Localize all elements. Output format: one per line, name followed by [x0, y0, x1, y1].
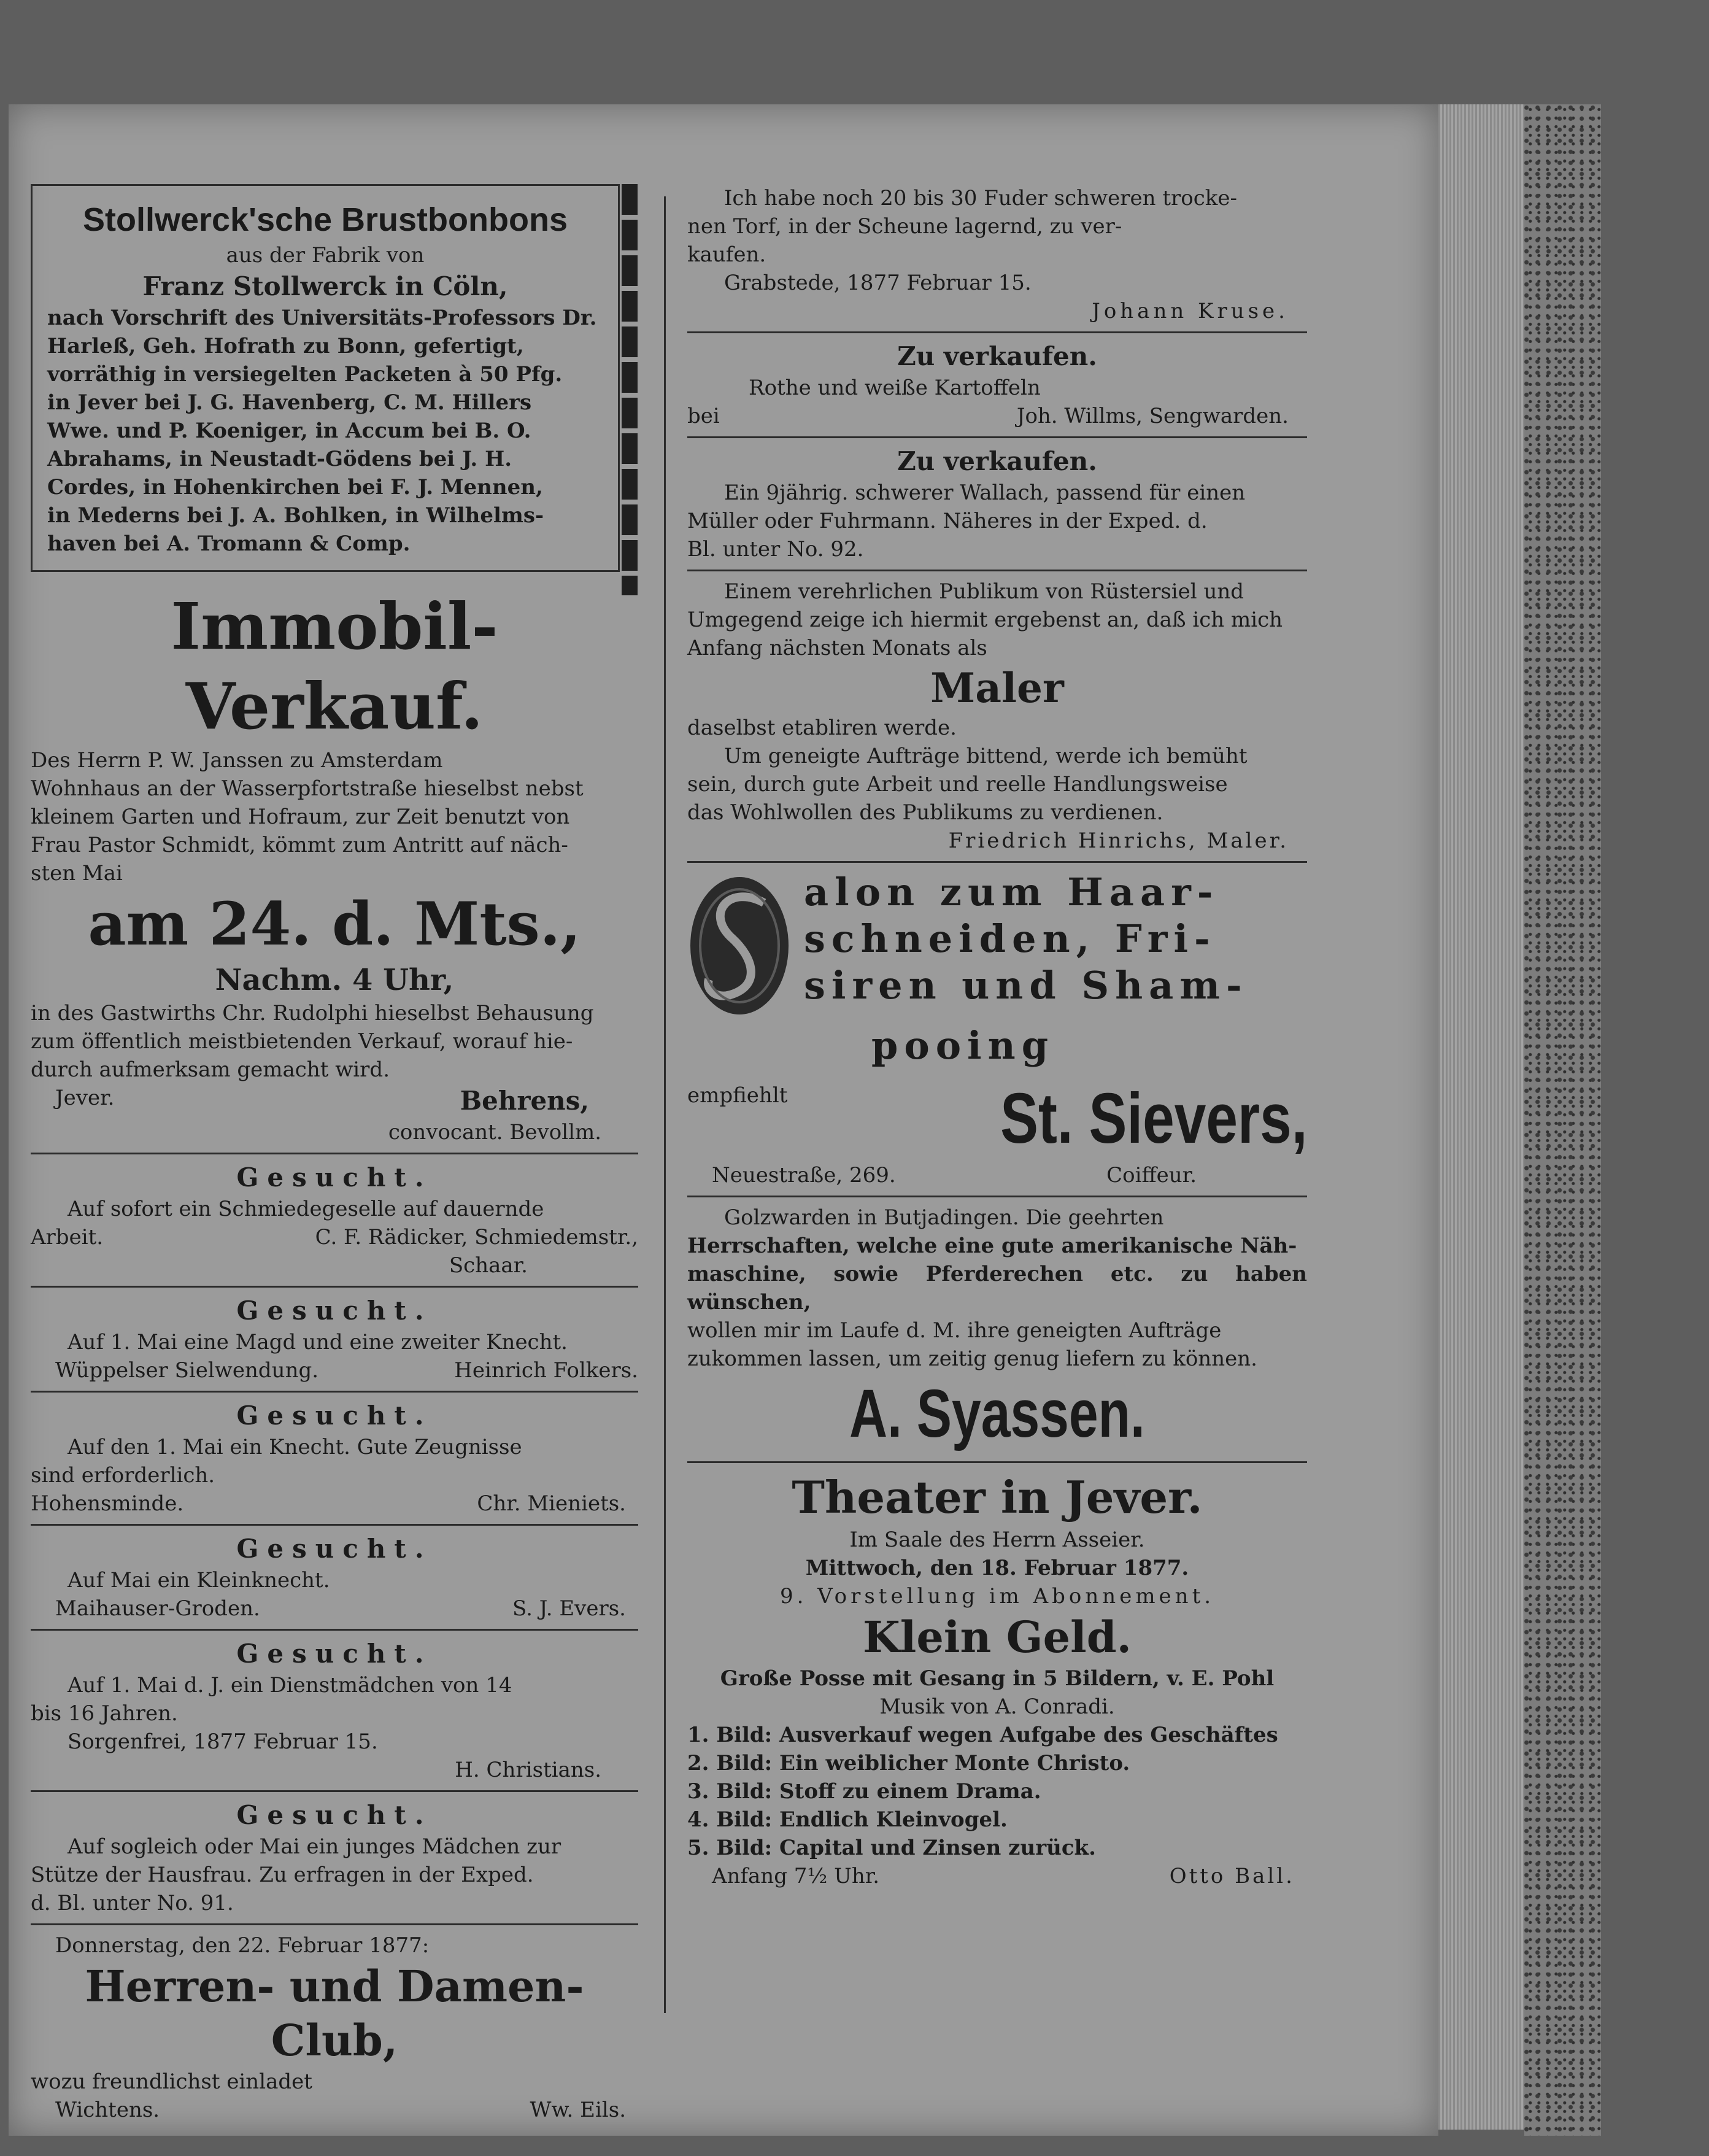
stollwerck-line: in Mederns bei J. A. Bohlken, in Wilhelms- [47, 503, 544, 528]
wallach-line: Ein 9jährig. schwerer Wallach, passend für einen [724, 481, 1246, 505]
theater-scene: 2. Bild: Ein weiblicher Monte Christo. [687, 1751, 1130, 1775]
gesucht-line: Auf sofort ein Schmiedegeselle auf dauernde [68, 1197, 544, 1221]
club-invite: wozu freundlichst einladet [31, 2069, 312, 2094]
immobil-place: Jever. [55, 1086, 115, 1110]
wallach-ad [687, 444, 1307, 563]
gesucht-line: Auf den 1. Mai ein Knecht. Gute Zeugnisse [68, 1435, 522, 1459]
maler-line: daselbst etabliren werde. [687, 716, 957, 740]
gesucht-line: Stütze der Hausfrau. Zu erfragen in der Exped. [31, 1863, 534, 1887]
gesucht-left: Arbeit. [31, 1225, 104, 1250]
salon-empfiehlt: empfiehlt [687, 1083, 788, 1108]
gesucht-heading: Gesucht. [236, 1639, 433, 1669]
theater-start: Anfang 7½ Uhr. [712, 1864, 880, 1888]
gesucht-ad [31, 1798, 638, 1917]
torf-line: nen Torf, in der Scheune lagernd, zu ver- [687, 214, 1122, 239]
divider [31, 1153, 638, 1154]
gesucht-line: Sorgenfrei, 1877 Februar 15. [68, 1729, 378, 1754]
club-title: Herren- und Damen-Club, [85, 1961, 584, 2066]
salon-title-line: siren und Sham- [804, 963, 1248, 1008]
stollwerck-line: aus der Fabrik von [226, 243, 425, 268]
stollwerck-line: Abrahams, in Neustadt-Gödens bei J. H. [47, 447, 512, 471]
club-left: Wichtens. [55, 2098, 160, 2122]
wallach-line: Bl. unter No. 92. [687, 537, 864, 562]
gesucht-line: Auf 1. Mai eine Magd und eine zweiter Knecht. [68, 1330, 568, 1354]
divider [687, 1196, 1307, 1197]
immobil-body-line: kleinem Garten und Hofraum, zur Zeit benutzt von [31, 805, 570, 829]
maler-title: Maler [930, 664, 1064, 712]
wallach-line: Müller oder Fuhrmann. Näheres in der Exped. d. [687, 509, 1208, 533]
immobil-date: am 24. d. Mts., [88, 889, 581, 959]
theater-scene: 1. Bild: Ausverkauf wegen Aufgabe des Geschäftes [687, 1723, 1278, 1747]
dropcap-s-ornament [687, 869, 792, 1022]
theater-signer: Otto Ball. [1169, 1864, 1295, 1888]
gesucht-right: Heinrich Folkers. [454, 1358, 638, 1383]
gesucht-heading: Gesucht. [236, 1534, 433, 1564]
salon-ad [687, 869, 1307, 1189]
gesucht-line: bis 16 Jahren. [31, 1701, 178, 1726]
gesucht-ad [31, 1532, 638, 1623]
gesucht-extra: Schaar. [449, 1253, 528, 1278]
divider [687, 1461, 1307, 1463]
theater-ad [687, 1469, 1307, 1890]
gesucht-left: Hohensminde. [31, 1491, 184, 1516]
immobil-body-line: sten Mai [31, 861, 123, 886]
immobil-ad [31, 587, 638, 1146]
immobil-body-line: durch aufmerksam gemacht wird. [31, 1057, 390, 1082]
divider [687, 436, 1307, 438]
book-spine [1524, 104, 1601, 2136]
gesucht-ad [31, 1637, 638, 1784]
right-column [687, 184, 1307, 1890]
gesucht-heading: Gesucht. [236, 1296, 433, 1326]
kartoffeln-heading: Zu verkaufen. [897, 341, 1097, 371]
divider [31, 1524, 638, 1526]
immobil-body-line: Des Herrn P. W. Janssen zu Amsterdam [31, 748, 443, 773]
salon-address: Neuestraße, 269. [712, 1163, 896, 1188]
maler-line: das Wohlwollen des Publikums zu verdienen. [687, 800, 1163, 825]
gesucht-ad [31, 1399, 638, 1518]
gesucht-ad [31, 1161, 638, 1280]
gesucht-right: H. Christians. [455, 1758, 601, 1782]
theater-sub: Musik von A. Conradi. [879, 1694, 1115, 1719]
stollwerck-line: Franz Stollwerck in Cöln, [142, 271, 508, 301]
stollwerck-line: in Jever bei J. G. Havenberg, C. M. Hillers [47, 390, 532, 415]
theater-scene: 5. Bild: Capital und Zinsen zurück. [687, 1836, 1096, 1860]
syassen-line: zukommen lassen, um zeitig genug liefern zu können. [687, 1347, 1257, 1371]
theater-line: 9. Vorstellung im Abonnement. [779, 1584, 1215, 1609]
gesucht-line: Auf 1. Mai d. J. ein Dienstmädchen von 14 [68, 1673, 512, 1698]
gesucht-line: Auf sogleich oder Mai ein junges Mädchen zur [68, 1834, 561, 1859]
immobil-body-line: zum öffentlich meistbietenden Verkauf, worauf hie- [31, 1029, 573, 1054]
theater-play: Klein Geld. [862, 1612, 1132, 1663]
gesucht-right: Chr. Mieniets. [477, 1491, 626, 1516]
stollwerck-line: Cordes, in Hohenkirchen bei F. J. Mennen, [47, 475, 543, 500]
club-ad [31, 1931, 638, 2124]
immobil-signer-title: convocant. Bevollm. [388, 1120, 601, 1145]
maler-line: Um geneigte Aufträge bittend, werde ich bemüht [724, 744, 1248, 768]
stollwerck-line: vorräthig in versiegelten Packeten à 50 Pfg. [47, 362, 563, 387]
syassen-name: A. Syassen. [849, 1376, 1145, 1451]
salon-title-line: pooing [871, 1023, 1055, 1068]
torf-line: Ich habe noch 20 bis 30 Fuder schweren trocke- [724, 186, 1237, 211]
syassen-line: wollen mir im Laufe d. M. ihre geneigten Aufträge [687, 1318, 1222, 1343]
theater-scene: 4. Bild: Endlich Kleinvogel. [687, 1807, 1008, 1832]
gesucht-right: C. F. Rädicker, Schmiedemstr., [315, 1225, 638, 1250]
torf-signer: Johann Kruse. [1092, 299, 1289, 323]
salon-profession: Coiffeur. [1106, 1163, 1197, 1188]
gesucht-heading: Gesucht. [236, 1800, 433, 1830]
theater-sub: Große Posse mit Gesang in 5 Bildern, v. E. Pohl [720, 1666, 1275, 1691]
torf-ad [687, 184, 1307, 325]
kartoffeln-left: bei [687, 404, 720, 428]
gesucht-left: Wüppelser Sielwendung. [55, 1358, 319, 1383]
theater-title: Theater in Jever. [792, 1471, 1203, 1523]
theater-line: Mittwoch, den 18. Februar 1877. [805, 1556, 1189, 1580]
divider [687, 861, 1307, 863]
gesucht-line: d. Bl. unter No. 91. [31, 1891, 234, 1915]
divider [31, 1923, 638, 1925]
divider [31, 1391, 638, 1393]
divider [31, 1790, 638, 1792]
gesucht-line: sind erforderlich. [31, 1463, 215, 1488]
maler-signer: Friedrich Hinrichs, Maler. [948, 829, 1289, 853]
stollwerck-ad [31, 184, 620, 572]
column-rule [664, 196, 666, 2013]
syassen-ad [687, 1204, 1307, 1455]
immobil-time: Nachm. 4 Uhr, [215, 963, 454, 997]
club-date: Donnerstag, den 22. Februar 1877: [55, 1933, 430, 1958]
immobil-signer: Behrens, [460, 1086, 589, 1116]
kartoffeln-right: Joh. Willms, Sengwarden. [1016, 404, 1289, 428]
torf-line: kaufen. [687, 242, 766, 267]
page-edges [1438, 104, 1524, 2130]
maler-line: sein, durch gute Arbeit und reelle Handlungsweise [687, 772, 1228, 797]
theater-scene: 3. Bild: Stoff zu einem Drama. [687, 1779, 1041, 1804]
divider [687, 331, 1307, 333]
salon-title-line: schneiden, Fri- [804, 916, 1216, 961]
divider [687, 570, 1307, 571]
divider [31, 1629, 638, 1631]
maler-intro-line: Einem verehrlichen Publikum von Rüstersiel und [724, 579, 1244, 604]
immobil-body-line: Frau Pastor Schmidt, kömmt zum Antritt auf näch- [31, 833, 568, 857]
theater-line: Im Saale des Herrn Asseier. [849, 1528, 1145, 1552]
stollwerck-line: Harleß, Geh. Hofrath zu Bonn, gefertigt, [47, 334, 524, 358]
gesucht-heading: Gesucht. [236, 1401, 433, 1431]
gesucht-ad [31, 1294, 638, 1385]
salon-title-line: alon zum Haar- [804, 870, 1219, 914]
club-right: Ww. Eils. [530, 2098, 626, 2122]
syassen-line: Herrschaften, welche eine gute amerikanische Näh- [687, 1234, 1297, 1258]
immobil-title: Immobil-Verkauf. [171, 589, 498, 744]
immobil-body-line: Wohnhaus an der Wasserpfortstraße hieselbst nebst [31, 776, 584, 801]
salon-name: St. Sievers, [1000, 1078, 1307, 1158]
left-column [31, 184, 638, 2124]
stollwerck-line: Wwe. und P. Koeniger, in Accum bei B. O. [47, 419, 531, 443]
torf-date: Grabstede, 1877 Februar 15. [724, 271, 1032, 295]
maler-intro-line: Anfang nächsten Monats als [687, 636, 987, 660]
syassen-line: maschine, sowie Pferderechen etc. zu haben wünschen, [687, 1262, 1307, 1315]
gesucht-right: S. J. Evers. [512, 1596, 626, 1621]
syassen-line: Golzwarden in Butjadingen. Die geehrten [724, 1205, 1164, 1230]
gesucht-line: Auf Mai ein Kleinknecht. [68, 1568, 330, 1593]
wallach-heading: Zu verkaufen. [897, 446, 1097, 476]
gesucht-left: Maihauser-Groden. [55, 1596, 260, 1621]
immobil-body-line: in des Gastwirths Chr. Rudolphi hieselbst Behausung [31, 1001, 594, 1026]
kartoffeln-line: Rothe und weiße Kartoffeln [749, 376, 1041, 400]
gesucht-heading: Gesucht. [236, 1162, 433, 1192]
kartoffeln-ad [687, 339, 1307, 430]
divider [31, 1286, 638, 1288]
maler-ad [687, 578, 1307, 855]
maler-intro-line: Umgegend zeige ich hiermit ergebenst an, daß ich mich [687, 608, 1283, 632]
stollwerck-title: Stollwerck'sche Brustbonbons [83, 201, 568, 238]
stollwerck-line: nach Vorschrift des Universitäts-Professors Dr. [47, 306, 597, 330]
box-side-bar [622, 184, 638, 595]
stollwerck-line: haven bei A. Tromann & Comp. [47, 531, 411, 556]
